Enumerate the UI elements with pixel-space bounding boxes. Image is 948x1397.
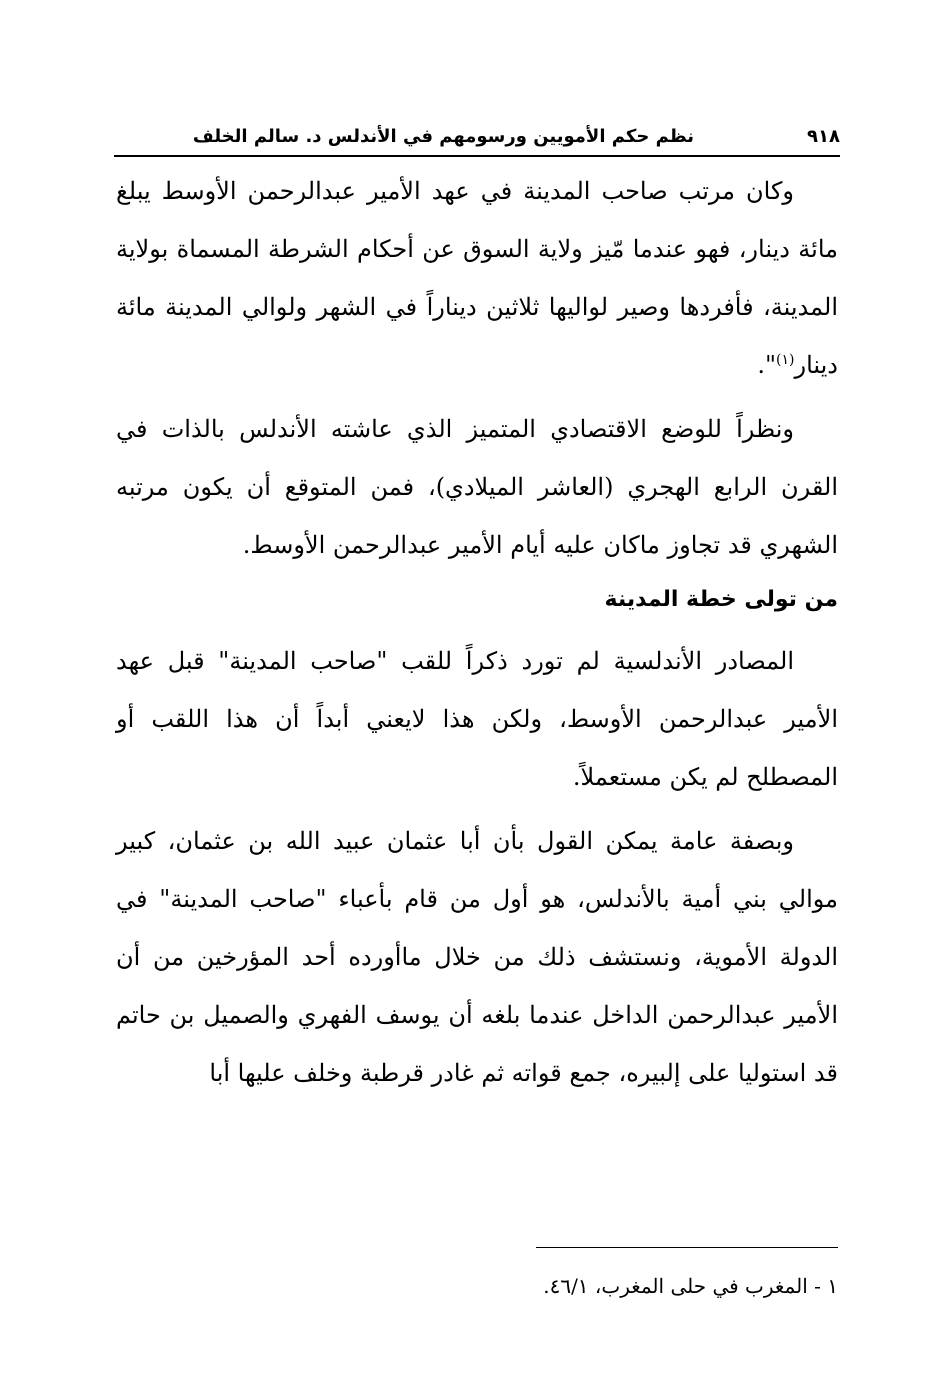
paragraph-1-text: وكان مرتب صاحب المدينة في عهد الأمير عبدالرحمن الأوسط يبلغ مائة دينار، فهو عندما مّيز ولاية السوق عن أحكام الشرطة المسماة بولاية المدينة، فأفردها وصير لواليها ثلاثين ديناراً في الشهر ولوالي المدينة مائة دينار [116,177,838,379]
section-heading: من تولى خطة المدينة [604,587,838,612]
footnote-reference[interactable]: (١) [776,352,795,368]
paragraph-2: ونظراً للوضع الاقتصادي المتميز الذي عاشته الأندلس بالذات في القرن الرابع الهجري (العاشر الميلادي)، فمن المتوقع أن يكون مرتبه الشهري قد تجاوز ماكان عليه أيام الأمير عبدالرحمن الأوسط. [116,415,838,559]
footnote-divider [536,1247,838,1248]
paragraph-4: وبصفة عامة يمكن القول بأن أبا عثمان عبيد الله بن عثمان، كبير موالي بني أمية بالأندلس، هو أول من قام بأعباء "صاحب المدينة" في الدولة الأموية، ونستشف ذلك من خلال ماأورده أحد المؤرخين من أن الأمير عبدالرحمن الداخل عندما بلغه أن يوسف الفهري والصميل بن حاتم قد استوليا على إلبيره، جمع قواته ثم غادر قرطبة وخلف عليها أبا [116,827,839,1087]
body-text [116,162,838,1102]
running-title: نظم حكم الأمويين ورسومهم في الأندلس د. سالم الخلف [192,126,694,147]
footnote: ١ - المغرب في حلى المغرب، ٤٦/١. [543,1274,838,1298]
paragraph-1-end: ". [757,351,777,379]
page-header [114,122,840,156]
header-divider [114,155,840,157]
paragraph-1 [116,162,838,394]
paragraph-3: المصادر الأندلسية لم تورد ذكراً للقب "صاحب المدينة" قبل عهد الأمير عبدالرحمن الأوسط، ولكن هذا لايعني أبداً أن هذا اللقب أو المصطلح لم يكن مستعملاً. [116,647,839,791]
page-number: ٩١٨ [807,126,840,147]
